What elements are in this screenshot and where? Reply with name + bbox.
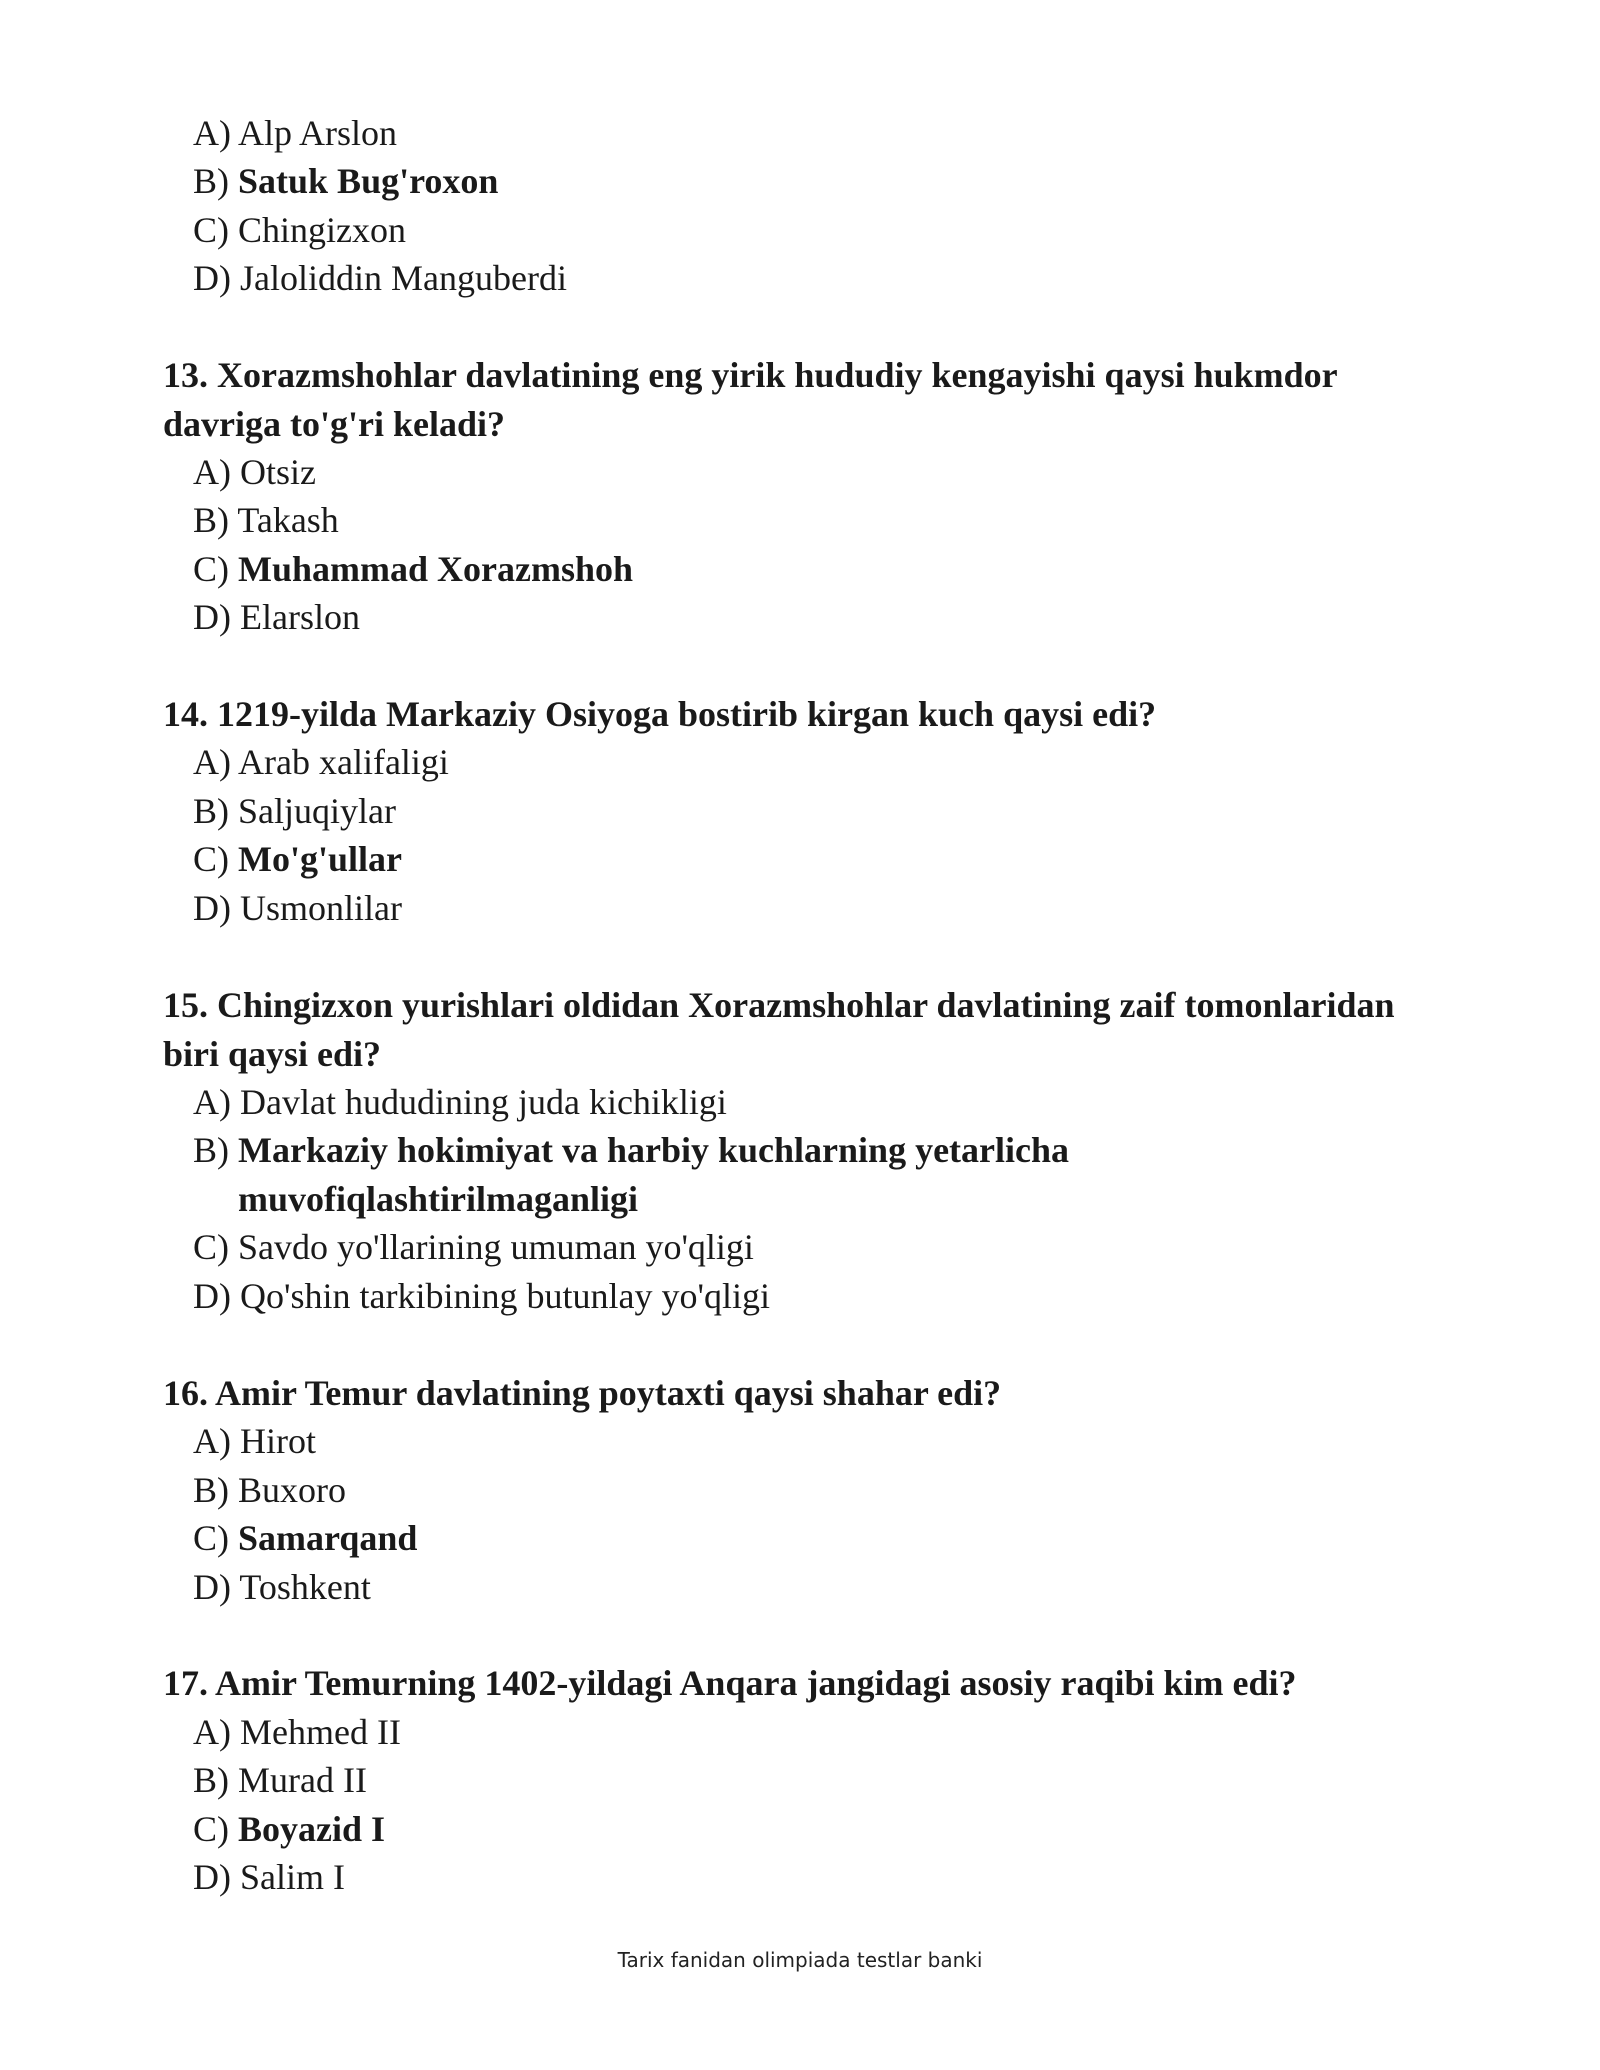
option-b <box>193 1126 1238 1223</box>
option-a <box>193 448 316 497</box>
option-letter: B) <box>193 500 229 540</box>
option-letter: D) <box>193 888 231 928</box>
option-letter: B) <box>193 161 229 201</box>
option-letter: A) <box>193 1082 231 1122</box>
option-c <box>193 1805 385 1854</box>
option-text: Chingizxon <box>238 210 406 250</box>
option-text-correct: Samarqand <box>238 1518 418 1558</box>
option-c <box>193 1223 754 1272</box>
option-a <box>193 109 397 158</box>
option-b <box>193 1756 367 1805</box>
option-c <box>193 206 406 255</box>
question-text: 16. Amir Temur davlatining poytaxti qaysi shahar edi? <box>163 1373 1002 1413</box>
option-c <box>193 545 633 594</box>
option-text: Buxoro <box>238 1470 346 1510</box>
option-text: Salim I <box>240 1857 345 1897</box>
option-letter: C) <box>193 1518 229 1558</box>
question-text: 17. Amir Temurning 1402-yildagi Anqara jangidagi asosiy raqibi kim edi? <box>163 1663 1297 1703</box>
option-text: Mehmed II <box>240 1712 401 1752</box>
option-d <box>193 593 360 642</box>
option-letter: D) <box>193 1276 231 1316</box>
option-d <box>193 254 567 303</box>
option-letter: D) <box>193 1567 231 1607</box>
option-d <box>193 1853 345 1902</box>
option-letter: D) <box>193 1857 231 1897</box>
option-letter: C) <box>193 210 229 250</box>
option-b <box>193 1466 346 1515</box>
option-b <box>193 496 339 545</box>
option-a <box>193 1078 727 1127</box>
option-a <box>193 738 449 787</box>
option-text-correct: Mo'g'ullar <box>238 839 402 879</box>
option-letter: B) <box>193 1760 229 1800</box>
option-letter: A) <box>193 113 231 153</box>
option-letter: D) <box>193 258 231 298</box>
option-text: Otsiz <box>240 452 316 492</box>
option-letter: C) <box>193 549 229 589</box>
option-text: Alp Arslon <box>238 113 398 153</box>
option-text: Toshkent <box>239 1567 371 1607</box>
option-letter: A) <box>193 742 231 782</box>
option-letter: A) <box>193 1712 231 1752</box>
option-text-correct: Satuk Bug'roxon <box>238 161 499 201</box>
option-letter: B) <box>193 1130 229 1170</box>
option-text: Hirot <box>240 1421 316 1461</box>
option-a <box>193 1708 401 1757</box>
option-text: Murad II <box>238 1760 367 1800</box>
option-a <box>193 1417 316 1466</box>
option-b <box>193 157 498 206</box>
question-text: 14. 1219-yilda Markaziy Osiyoga bostirib kirgan kuch qaysi edi? <box>163 694 1157 734</box>
option-letter: C) <box>193 839 229 879</box>
option-text: Saljuqiylar <box>238 791 396 831</box>
page-footer: Tarix fanidan olimpiada testlar banki <box>617 1948 983 1972</box>
option-c <box>193 1514 417 1563</box>
option-text-correct: Markaziy hokimiyat va harbiy kuchlarning yetarlicha muvofiqlashtirilmaganligi <box>238 1130 1070 1219</box>
option-letter: A) <box>193 1421 231 1461</box>
option-text: Qo'shin tarkibining butunlay yo'qligi <box>240 1276 770 1316</box>
option-text: Arab xalifaligi <box>238 742 449 782</box>
option-c <box>193 835 402 884</box>
option-letter: B) <box>193 1470 229 1510</box>
option-text: Davlat hududining juda kichikligi <box>240 1082 727 1122</box>
option-text: Jaloliddin Manguberdi <box>240 258 567 298</box>
question-text: 15. Chingizxon yurishlari oldidan Xorazmshohlar davlatining zaif tomonlaridan biri qaysi edi? <box>163 985 1395 1074</box>
option-text: Elarslon <box>240 597 360 637</box>
option-d <box>193 884 402 933</box>
option-letter: A) <box>193 452 231 492</box>
option-b <box>193 787 396 836</box>
question-text: 13. Xorazmshohlar davlatining eng yirik hududiy kengayishi qaysi hukmdor davriga to'g'ri keladi? <box>163 355 1337 444</box>
option-text: Usmonlilar <box>240 888 402 928</box>
option-text-correct: Muhammad Xorazmshoh <box>238 549 634 589</box>
option-letter: B) <box>193 791 229 831</box>
option-text: Takash <box>237 500 339 540</box>
option-d <box>193 1563 371 1612</box>
option-text: Savdo yo'llarining umuman yo'qligi <box>238 1227 754 1267</box>
option-text-correct: Boyazid I <box>238 1809 386 1849</box>
option-letter: D) <box>193 597 231 637</box>
option-d <box>193 1272 770 1321</box>
option-letter: C) <box>193 1227 229 1267</box>
option-letter: C) <box>193 1809 229 1849</box>
